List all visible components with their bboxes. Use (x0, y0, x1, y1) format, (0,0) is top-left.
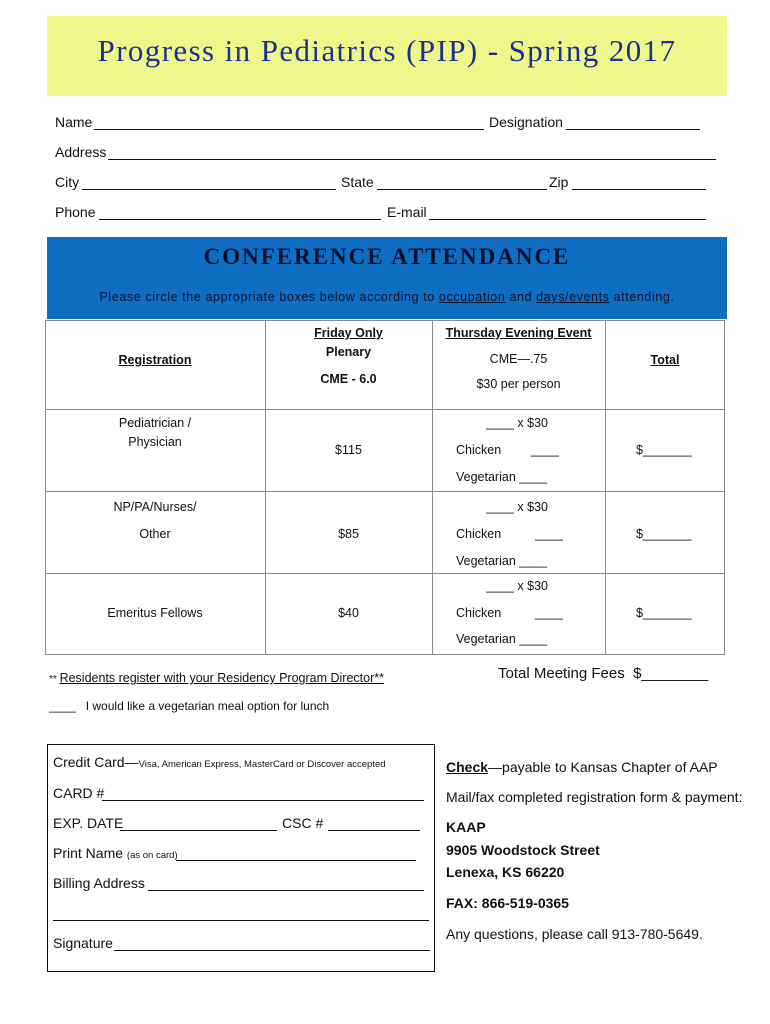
table-divider (45, 409, 725, 410)
org-name: KAAP (446, 819, 486, 835)
registration-type: Emeritus Fellows (107, 606, 203, 620)
col-friday-cme: CME - 6.0 (320, 372, 377, 386)
row-total[interactable]: $_______ (636, 443, 692, 457)
address-label: Address (55, 144, 107, 160)
chicken-option: Chicken (456, 527, 502, 541)
org-street: 9905 Woodstock Street (446, 842, 600, 858)
table-divider (605, 320, 606, 655)
address-field[interactable] (108, 159, 716, 160)
table-divider (265, 320, 266, 655)
exp-date-field[interactable] (120, 830, 277, 831)
zip-label: Zip (549, 174, 569, 190)
chicken-blank[interactable]: ____ (535, 527, 563, 541)
friday-price[interactable]: $40 (338, 606, 359, 620)
state-label: State (341, 174, 374, 190)
questions-phone: Any questions, please call 913-780-5649. (446, 926, 703, 942)
col-friday: Friday Only (314, 326, 383, 340)
chicken-option: Chicken (456, 443, 502, 457)
thursday-qty[interactable]: ____ x $30 (486, 500, 548, 514)
registration-table (45, 320, 725, 655)
org-city: Lenexa, KS 66220 (446, 864, 565, 880)
phone-label: Phone (55, 204, 96, 220)
chicken-option: Chicken (456, 606, 502, 620)
col-friday-plenary: Plenary (325, 345, 372, 359)
print-name-label: Print Name (as on card) (53, 845, 178, 861)
name-field[interactable] (94, 129, 484, 130)
thursday-qty[interactable]: ____ x $30 (486, 416, 548, 430)
veg-lunch-blank[interactable]: ____ (49, 699, 76, 713)
friday-price[interactable]: $115 (335, 443, 362, 457)
row-total[interactable]: $_______ (636, 606, 692, 620)
vegetarian-option[interactable]: Vegetarian ____ (456, 632, 548, 646)
exp-date-label: EXP. DATE (53, 815, 124, 831)
registration-type: NP/PA/Nurses/ (113, 500, 197, 514)
friday-price[interactable]: $85 (338, 527, 359, 541)
signature-field[interactable] (114, 950, 430, 951)
chicken-blank[interactable]: ____ (535, 606, 563, 620)
fax-number: FAX: 866-519-0365 (446, 895, 569, 911)
table-divider (45, 491, 725, 492)
residents-note: ** Residents register with your Residency Program Director** (49, 671, 384, 685)
billing-address-label: Billing Address (53, 875, 145, 891)
mail-instruction: Mail/fax completed registration form & payment: (446, 789, 743, 805)
card-number-label: CARD # (53, 785, 105, 801)
vegetarian-option[interactable]: Vegetarian ____ (456, 470, 548, 484)
email-field[interactable] (429, 219, 706, 220)
name-label: Name (55, 114, 93, 130)
zip-field[interactable] (572, 189, 706, 190)
registration-type: Other (139, 527, 171, 541)
conference-heading: CONFERENCE ATTENDANCE (203, 244, 571, 269)
check-instruction: Check—payable to Kansas Chapter of AAP (446, 759, 718, 775)
registration-type: Physician (128, 435, 182, 449)
col-thursday-price: $30 per person (476, 377, 561, 391)
col-thursday: Thursday Evening Event (445, 326, 592, 340)
total-fees-field[interactable]: $________ (633, 665, 709, 682)
billing-address-field-2[interactable] (53, 920, 429, 921)
col-registration: Registration (118, 353, 192, 367)
thursday-qty[interactable]: ____ x $30 (486, 579, 548, 593)
csc-label: CSC # (282, 815, 324, 831)
email-label: E-mail (387, 204, 427, 220)
signature-label: Signature (53, 935, 113, 951)
city-field[interactable] (82, 189, 336, 190)
billing-address-field[interactable] (148, 890, 424, 891)
row-total[interactable]: $_______ (636, 527, 692, 541)
chicken-blank[interactable]: ____ (531, 443, 559, 457)
print-name-field[interactable] (176, 860, 416, 861)
designation-field[interactable] (566, 129, 700, 130)
table-divider (432, 320, 433, 655)
table-divider (45, 573, 725, 574)
state-field[interactable] (377, 189, 547, 190)
phone-field[interactable] (99, 219, 381, 220)
credit-card-heading: Credit Card—Visa, American Express, MasterCard or Discover accepted (53, 754, 386, 770)
conference-instruction: Please circle the appropriate boxes below according to occupation and days/events attending. (99, 290, 675, 304)
col-thursday-cme: CME—.75 (489, 352, 548, 366)
veg-lunch-option: ____ I would like a vegetarian meal option for lunch (49, 699, 330, 713)
total-meeting-fees: Total Meeting Fees $________ (498, 665, 709, 682)
designation-label: Designation (489, 114, 563, 130)
card-number-field[interactable] (102, 800, 424, 801)
vegetarian-option[interactable]: Vegetarian ____ (456, 554, 548, 568)
registration-type: Pediatrician / (118, 416, 192, 430)
col-total: Total (650, 353, 680, 367)
csc-field[interactable] (328, 830, 420, 831)
page-title: Progress in Pediatrics (PIP) - Spring 2017 (97, 33, 677, 68)
city-label: City (55, 174, 80, 190)
